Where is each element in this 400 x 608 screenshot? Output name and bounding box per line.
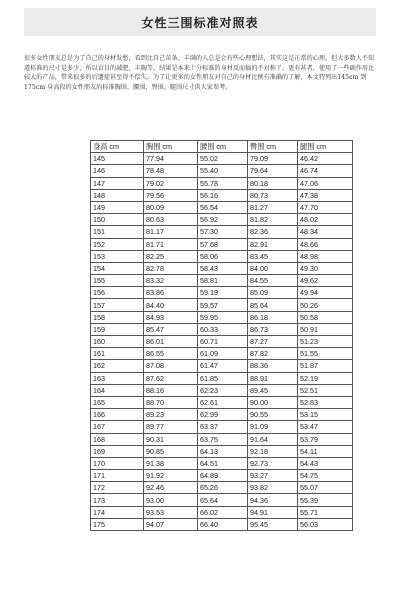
hip-cell: 81.82 xyxy=(248,214,298,226)
table-row xyxy=(91,226,353,238)
hip-cell: 92.73 xyxy=(248,457,298,469)
header-bust: 胸围 cm xyxy=(144,141,198,153)
bust-cell: 78.48 xyxy=(144,165,198,177)
thigh-cell: 47.70 xyxy=(298,201,353,213)
thigh-cell: 52.19 xyxy=(298,372,353,384)
table-row xyxy=(91,494,353,506)
waist-cell: 62.23 xyxy=(198,384,248,396)
table-body xyxy=(91,153,353,531)
table-header-row xyxy=(91,141,353,153)
table-row xyxy=(91,323,353,335)
table-row xyxy=(91,421,353,433)
hip-cell: 84.55 xyxy=(248,275,298,287)
waist-cell: 61.85 xyxy=(198,372,248,384)
waist-cell: 64.89 xyxy=(198,470,248,482)
height-cell: 157 xyxy=(91,299,144,311)
thigh-cell: 54.75 xyxy=(298,470,353,482)
height-cell: 170 xyxy=(91,457,144,469)
thigh-cell: 55.71 xyxy=(298,506,353,518)
waist-cell: 56.16 xyxy=(198,189,248,201)
hip-cell: 81.27 xyxy=(248,201,298,213)
table-row xyxy=(91,262,353,274)
hip-cell: 82.36 xyxy=(248,226,298,238)
thigh-cell: 53.15 xyxy=(298,409,353,421)
bust-cell: 91.38 xyxy=(144,457,198,469)
height-cell: 159 xyxy=(91,323,144,335)
waist-cell: 59.95 xyxy=(198,311,248,323)
bust-cell: 87.08 xyxy=(144,360,198,372)
table-row xyxy=(91,482,353,494)
hip-cell: 90.55 xyxy=(248,409,298,421)
waist-cell: 60.71 xyxy=(198,336,248,348)
hip-cell: 89.45 xyxy=(248,384,298,396)
hip-cell: 86.73 xyxy=(248,323,298,335)
height-cell: 173 xyxy=(91,494,144,506)
waist-cell: 63.37 xyxy=(198,421,248,433)
thigh-cell: 47.38 xyxy=(298,189,353,201)
hip-cell: 92.18 xyxy=(248,445,298,457)
hip-cell: 80.73 xyxy=(248,189,298,201)
height-cell: 163 xyxy=(91,372,144,384)
bust-cell: 80.63 xyxy=(144,214,198,226)
height-cell: 145 xyxy=(91,153,144,165)
table-row xyxy=(91,372,353,384)
bust-cell: 84.40 xyxy=(144,299,198,311)
hip-cell: 85.09 xyxy=(248,287,298,299)
thigh-cell: 49.94 xyxy=(298,287,353,299)
bust-cell: 91.92 xyxy=(144,470,198,482)
height-cell: 152 xyxy=(91,238,144,250)
waist-cell: 64.13 xyxy=(198,445,248,457)
hip-cell: 88.36 xyxy=(248,360,298,372)
height-cell: 167 xyxy=(91,421,144,433)
thigh-cell: 50.91 xyxy=(298,323,353,335)
hip-cell: 91.09 xyxy=(248,421,298,433)
thigh-cell: 51.55 xyxy=(298,348,353,360)
page-title: 女性三围标准对照表 xyxy=(141,15,259,30)
height-cell: 174 xyxy=(91,506,144,518)
hip-cell: 93.82 xyxy=(248,482,298,494)
bust-cell: 83.86 xyxy=(144,287,198,299)
waist-cell: 59.57 xyxy=(198,299,248,311)
header-height: 身高 cm xyxy=(91,141,144,153)
bust-cell: 80.09 xyxy=(144,201,198,213)
thigh-cell: 49.62 xyxy=(298,275,353,287)
table-row xyxy=(91,311,353,323)
waist-cell: 66.02 xyxy=(198,506,248,518)
waist-cell: 57.68 xyxy=(198,238,248,250)
table-row xyxy=(91,287,353,299)
thigh-cell: 55.07 xyxy=(298,482,353,494)
bust-cell: 84.93 xyxy=(144,311,198,323)
hip-cell: 94.91 xyxy=(248,506,298,518)
measurement-table xyxy=(90,140,353,531)
bust-cell: 86.55 xyxy=(144,348,198,360)
hip-cell: 80.18 xyxy=(248,177,298,189)
height-cell: 151 xyxy=(91,226,144,238)
waist-cell: 58.81 xyxy=(198,275,248,287)
bust-cell: 90.31 xyxy=(144,433,198,445)
table-row xyxy=(91,457,353,469)
waist-cell: 60.33 xyxy=(198,323,248,335)
bust-cell: 88.70 xyxy=(144,396,198,408)
hip-cell: 94.36 xyxy=(248,494,298,506)
bust-cell: 77.94 xyxy=(144,153,198,165)
waist-cell: 62.61 xyxy=(198,396,248,408)
height-cell: 160 xyxy=(91,336,144,348)
table-row xyxy=(91,238,353,250)
bust-cell: 94.07 xyxy=(144,518,198,530)
waist-cell: 62.99 xyxy=(198,409,248,421)
table-row xyxy=(91,506,353,518)
hip-cell: 87.82 xyxy=(248,348,298,360)
height-cell: 150 xyxy=(91,214,144,226)
height-cell: 155 xyxy=(91,275,144,287)
height-cell: 169 xyxy=(91,445,144,457)
bust-cell: 93.53 xyxy=(144,506,198,518)
height-cell: 161 xyxy=(91,348,144,360)
hip-cell: 85.64 xyxy=(248,299,298,311)
thigh-cell: 50.26 xyxy=(298,299,353,311)
height-cell: 158 xyxy=(91,311,144,323)
thigh-cell: 48.66 xyxy=(298,238,353,250)
thigh-cell: 56.03 xyxy=(298,518,353,530)
title-bar xyxy=(24,8,376,36)
bust-cell: 86.01 xyxy=(144,336,198,348)
waist-cell: 64.51 xyxy=(198,457,248,469)
bust-cell: 81.71 xyxy=(144,238,198,250)
thigh-cell: 54.11 xyxy=(298,445,353,457)
height-cell: 175 xyxy=(91,518,144,530)
bust-cell: 82.78 xyxy=(144,262,198,274)
bust-cell: 89.23 xyxy=(144,409,198,421)
waist-cell: 55.02 xyxy=(198,153,248,165)
hip-cell: 95.45 xyxy=(248,518,298,530)
table-row xyxy=(91,250,353,262)
header-thigh: 腿围 cm xyxy=(298,141,353,153)
hip-cell: 79.64 xyxy=(248,165,298,177)
bust-cell: 89.77 xyxy=(144,421,198,433)
table-row xyxy=(91,275,353,287)
bust-cell: 79.56 xyxy=(144,189,198,201)
table-row xyxy=(91,396,353,408)
bust-cell: 85.47 xyxy=(144,323,198,335)
header-waist: 腰围 cm xyxy=(198,141,248,153)
waist-cell: 61.09 xyxy=(198,348,248,360)
waist-cell: 65.64 xyxy=(198,494,248,506)
waist-cell: 56.92 xyxy=(198,214,248,226)
bust-cell: 87.62 xyxy=(144,372,198,384)
thigh-cell: 55.39 xyxy=(298,494,353,506)
hip-cell: 87.27 xyxy=(248,336,298,348)
header-hip: 臀围 cm xyxy=(248,141,298,153)
waist-cell: 59.19 xyxy=(198,287,248,299)
table-row xyxy=(91,177,353,189)
bust-cell: 92.46 xyxy=(144,482,198,494)
table-row xyxy=(91,384,353,396)
hip-cell: 88.91 xyxy=(248,372,298,384)
height-cell: 164 xyxy=(91,384,144,396)
thigh-cell: 51.23 xyxy=(298,336,353,348)
bust-cell: 79.02 xyxy=(144,177,198,189)
bust-cell: 90.85 xyxy=(144,445,198,457)
bust-cell: 83.32 xyxy=(144,275,198,287)
height-cell: 168 xyxy=(91,433,144,445)
height-cell: 149 xyxy=(91,201,144,213)
table-row xyxy=(91,433,353,445)
table-row xyxy=(91,336,353,348)
bust-cell: 93.00 xyxy=(144,494,198,506)
height-cell: 148 xyxy=(91,189,144,201)
thigh-cell: 46.42 xyxy=(298,153,353,165)
height-cell: 165 xyxy=(91,396,144,408)
table-row xyxy=(91,299,353,311)
thigh-cell: 53.47 xyxy=(298,421,353,433)
table-row xyxy=(91,409,353,421)
height-cell: 154 xyxy=(91,262,144,274)
table-row xyxy=(91,214,353,226)
hip-cell: 82.91 xyxy=(248,238,298,250)
thigh-cell: 52.83 xyxy=(298,396,353,408)
thigh-cell: 53.79 xyxy=(298,433,353,445)
thigh-cell: 48.98 xyxy=(298,250,353,262)
waist-cell: 63.75 xyxy=(198,433,248,445)
waist-cell: 56.54 xyxy=(198,201,248,213)
waist-cell: 58.43 xyxy=(198,262,248,274)
intro-paragraph: 很多女性朋友总是为了自己的身材发愁，看到比自己苗条、丰满的人总是会有些心理想法，其实这是正常的心理，但大多数人不知道标准的尺寸是多少，所以盲目的减肥、丰胸等，结果是本来十分标准的身材反而搞的不对称了，更有甚者，使用了一些副作用比较大的产品，带来很多的后遗症甚至得不偿失。为了让更多的女性朋友对自己的身材比例有准确的了解，本文特列出145cm 到175cm 身高段的女性朋友的标准胸围、腰围、臀围、腿围尺寸供大家参考。 xyxy=(24,55,375,91)
height-cell: 166 xyxy=(91,409,144,421)
table-row xyxy=(91,189,353,201)
table-row xyxy=(91,348,353,360)
hip-cell: 83.45 xyxy=(248,250,298,262)
thigh-cell: 47.06 xyxy=(298,177,353,189)
height-cell: 156 xyxy=(91,287,144,299)
table-row xyxy=(91,360,353,372)
thigh-cell: 48.02 xyxy=(298,214,353,226)
hip-cell: 91.64 xyxy=(248,433,298,445)
hip-cell: 90.00 xyxy=(248,396,298,408)
waist-cell: 57.30 xyxy=(198,226,248,238)
hip-cell: 93.27 xyxy=(248,470,298,482)
waist-cell: 66.40 xyxy=(198,518,248,530)
waist-cell: 58.06 xyxy=(198,250,248,262)
height-cell: 171 xyxy=(91,470,144,482)
table-row xyxy=(91,470,353,482)
height-cell: 162 xyxy=(91,360,144,372)
thigh-cell: 49.30 xyxy=(298,262,353,274)
table-row xyxy=(91,518,353,530)
height-cell: 146 xyxy=(91,165,144,177)
table-row xyxy=(91,153,353,165)
bust-cell: 81.17 xyxy=(144,226,198,238)
thigh-cell: 54.43 xyxy=(298,457,353,469)
thigh-cell: 52.51 xyxy=(298,384,353,396)
hip-cell: 79.09 xyxy=(248,153,298,165)
thigh-cell: 48.34 xyxy=(298,226,353,238)
hip-cell: 86.18 xyxy=(248,311,298,323)
table-row xyxy=(91,445,353,457)
thigh-cell: 51.87 xyxy=(298,360,353,372)
table-row xyxy=(91,165,353,177)
table-row xyxy=(91,201,353,213)
bust-cell: 88.16 xyxy=(144,384,198,396)
waist-cell: 61.47 xyxy=(198,360,248,372)
hip-cell: 84.00 xyxy=(248,262,298,274)
waist-cell: 55.40 xyxy=(198,165,248,177)
height-cell: 172 xyxy=(91,482,144,494)
height-cell: 153 xyxy=(91,250,144,262)
bust-cell: 82.25 xyxy=(144,250,198,262)
height-cell: 147 xyxy=(91,177,144,189)
thigh-cell: 50.58 xyxy=(298,311,353,323)
waist-cell: 65.26 xyxy=(198,482,248,494)
waist-cell: 55.78 xyxy=(198,177,248,189)
thigh-cell: 46.74 xyxy=(298,165,353,177)
